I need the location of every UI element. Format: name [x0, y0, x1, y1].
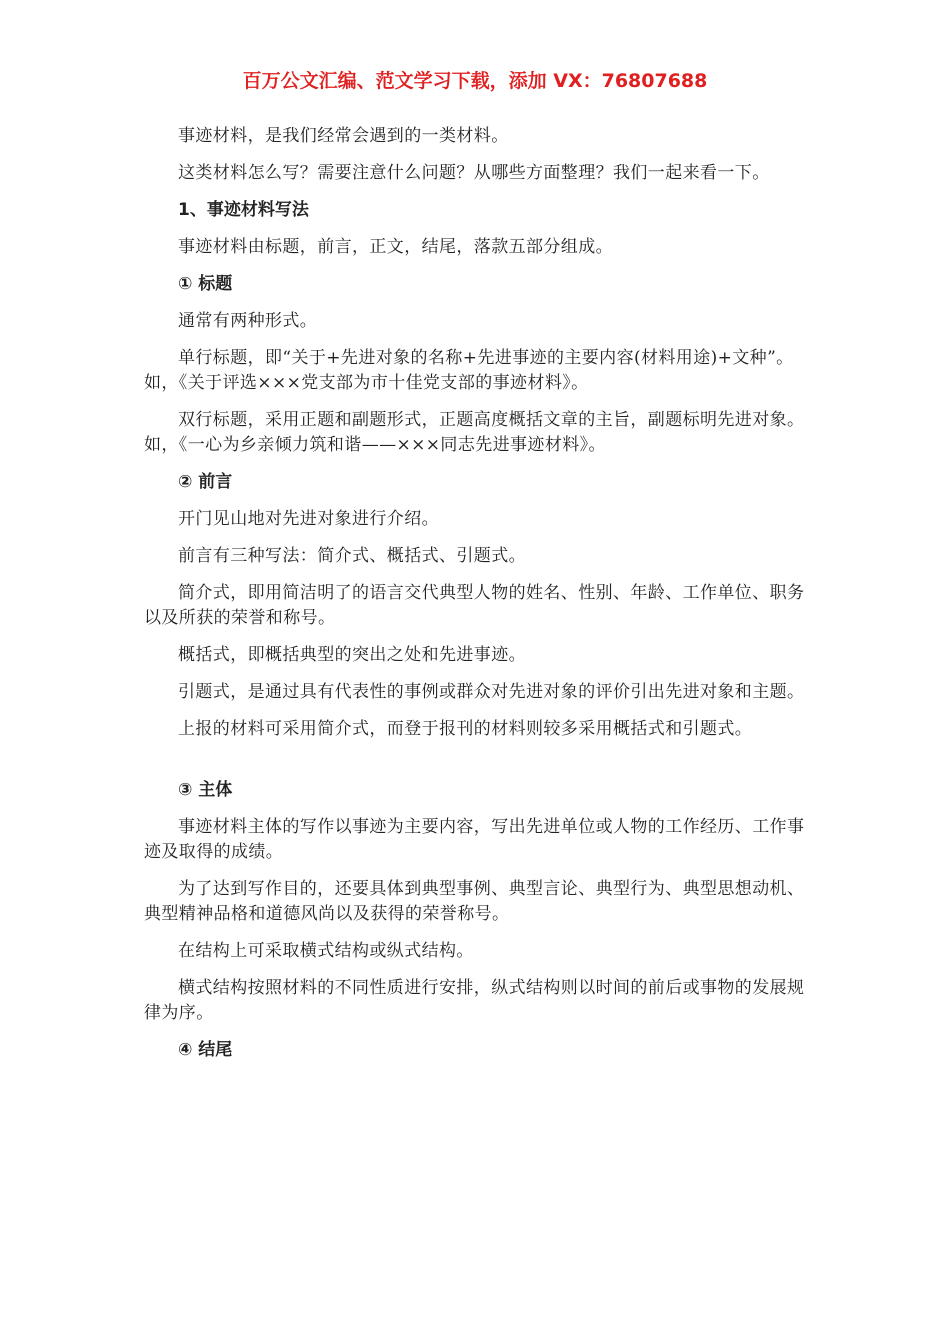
intro-question-paragraph: 这类材料怎么写？需要注意什么问题？从哪些方面整理？我们一起来看一下。 — [178, 163, 770, 183]
structure-type-paragraph: 在结构上可采取横式结构或纵式结构。 — [178, 941, 474, 961]
lead-in-style-paragraph: 引题式，是通过具有代表性的事例或群众对先进对象的评价引出先进对象和主题。 — [178, 682, 805, 702]
structure-explanation-paragraph: 横式结构按照材料的不同性质进行安排，纵式结构则以时间的前后或事物的发展规律为序。 — [144, 978, 805, 1023]
structure-overview-paragraph: 事迹材料由标题，前言，正文，结尾，落款五部分组成。 — [178, 237, 613, 257]
title-forms-paragraph: 通常有两种形式。 — [178, 311, 318, 331]
summary-style-paragraph: 概括式，即概括典型的突出之处和先进事迹。 — [178, 645, 526, 665]
subheading-preface: ② 前言 — [178, 472, 233, 492]
main-body-detail-paragraph: 为了达到写作目的，还要具体到典型事例、典型言论、典型行为、典型思想动机、典型精神品格和道德风尚以及获得的荣誉称号。 — [144, 879, 805, 924]
usage-note-paragraph: 上报的材料可采用简介式，而登于报刊的材料则较多采用概括式和引题式。 — [178, 719, 753, 739]
intro-paragraph: 事迹材料，是我们经常会遇到的一类材料。 — [178, 126, 509, 146]
subheading-title: ① 标题 — [178, 274, 233, 294]
section-heading-writing-method: 1、事迹材料写法 — [178, 200, 309, 220]
brief-style-paragraph: 简介式，即用简洁明了的语言交代典型人物的姓名、性别、年龄、工作单位、职务以及所获的荣誉和称号。 — [144, 583, 805, 628]
subheading-ending: ④ 结尾 — [178, 1040, 233, 1060]
preface-intro-paragraph: 开门见山地对先进对象进行介绍。 — [178, 509, 439, 529]
subheading-main-body: ③ 主体 — [178, 780, 233, 800]
document-body — [144, 124, 812, 1075]
preface-methods-paragraph: 前言有三种写法：简介式、概括式、引题式。 — [178, 546, 526, 566]
header-banner: 百万公文汇编、范文学习下载，添加 VX：76807688 — [242, 70, 708, 92]
double-line-title-paragraph: 双行标题，采用正题和副题形式，正题高度概括文章的主旨，副题标明先进对象。如，《一心为乡亲倾力筑和谐——×××同志先进事迹材料》。 — [144, 410, 805, 455]
main-body-content-paragraph: 事迹材料主体的写作以事迹为主要内容，写出先进单位或人物的工作经历、工作事迹及取得的成绩。 — [144, 817, 805, 862]
spacer — [144, 754, 812, 778]
single-line-title-paragraph: 单行标题，即“关于+先进对象的名称+先进事迹的主要内容(材料用途)+文种”。如，《关于评选×××党支部为市十佳党支部的事迹材料》。 — [144, 348, 794, 393]
